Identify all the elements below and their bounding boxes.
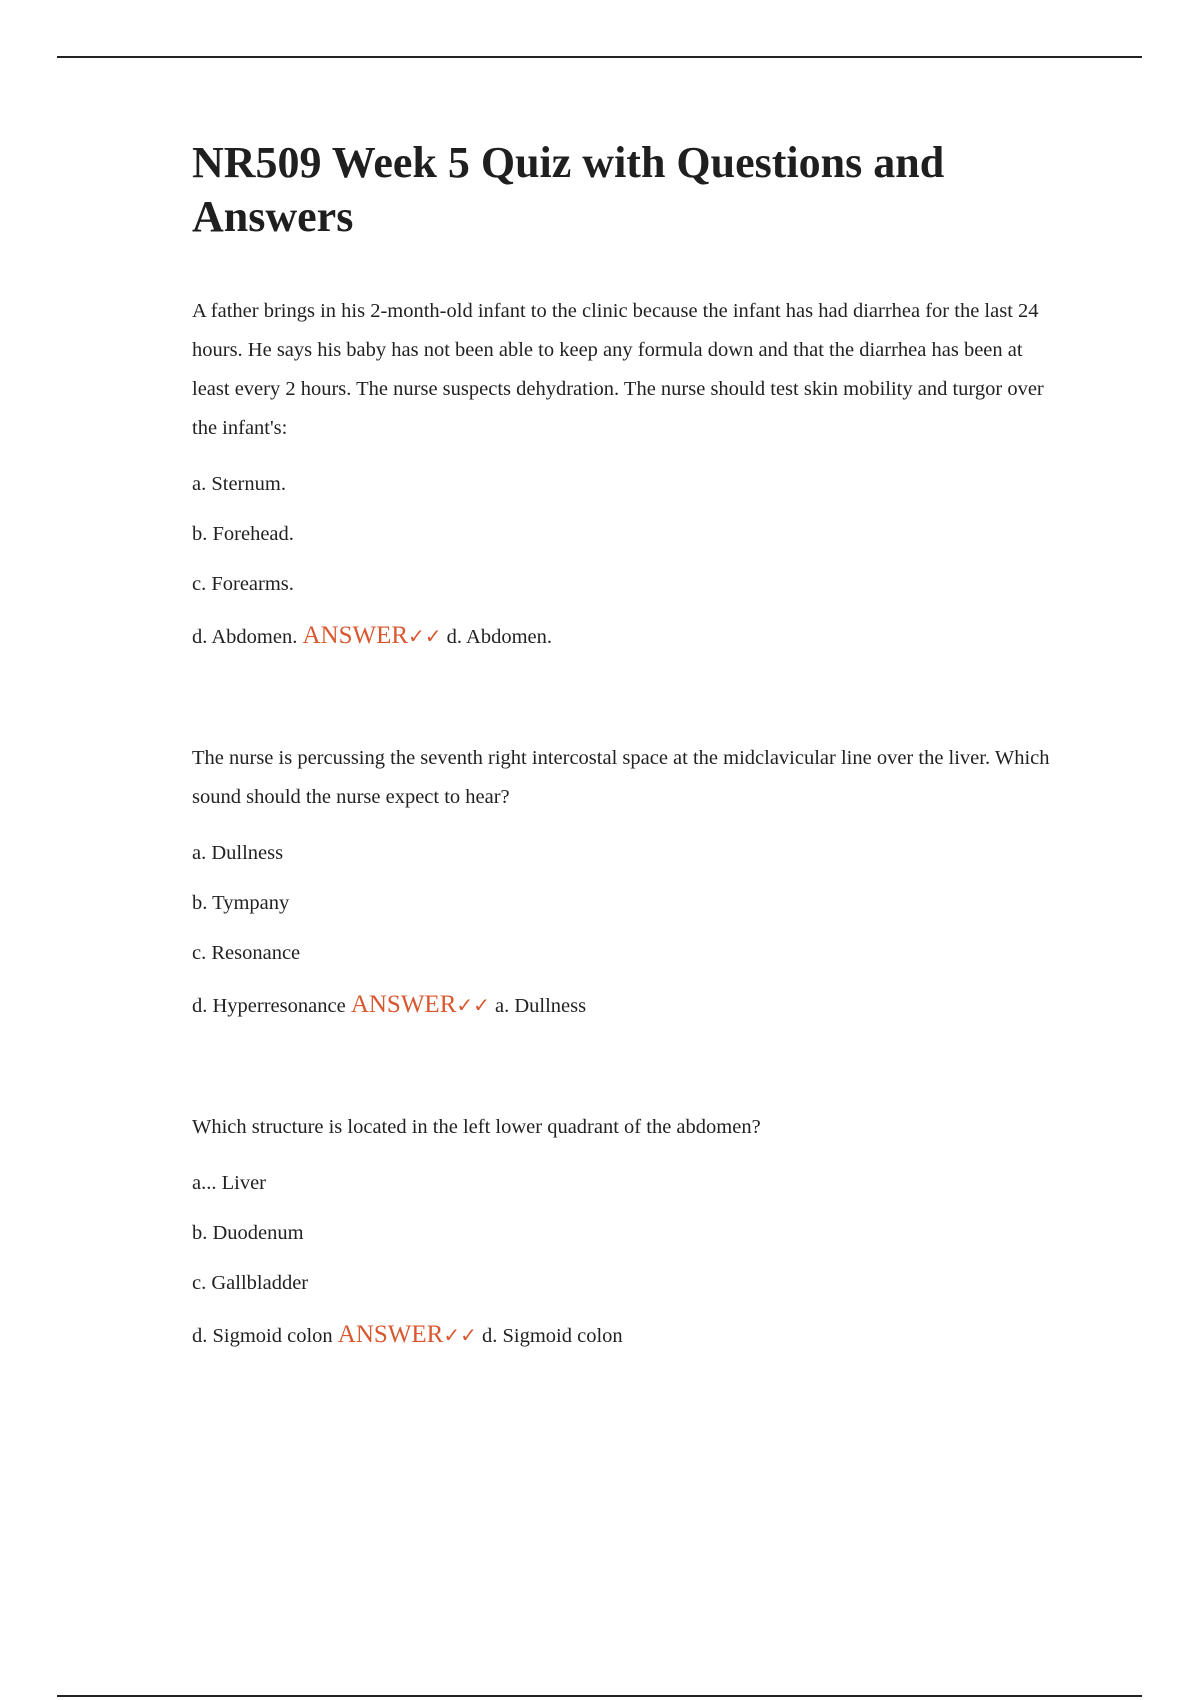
option-c: c. Gallbladder [192,1272,309,1294]
option-d: d. Abdomen. [192,626,298,648]
option-a: a. Sternum. [192,473,286,495]
question-block-3 [192,1108,1052,1350]
option-b: b. Forehead. [192,523,294,545]
answer-label: ANSWER [350,991,457,1018]
option-c: c. Resonance [192,942,301,964]
question-block-1 [192,292,1052,651]
check-icon: ✓✓ [443,1323,477,1347]
option-c: c. Forearms. [192,573,294,595]
question-block-2 [192,739,1052,1020]
option-d-with-answer [192,622,1052,651]
bottom-rule [57,1695,1142,1697]
answer-value: d. Sigmoid colon [482,1325,623,1347]
answer-label: ANSWER [302,622,409,649]
option-a: a. Dullness [192,842,284,864]
option-d: d. Sigmoid colon [192,1325,333,1347]
question-text: A father brings in his 2-month-old infant to the clinic because the infant has had diarrhea for the last 24 hours. He says his baby has not been able to keep any formula down and that the diarrhea has been at least every 2 hours. The nurse suspects dehydration. The nurse should test skin mobility and turgor over the infant's: [192,300,1044,439]
question-text: The nurse is percussing the seventh right intercostal space at the midclavicular line over the liver. Which sound should the nurse expect to hear? [192,747,1050,808]
check-icon: ✓✓ [456,993,490,1017]
answer-value: a. Dullness [495,995,587,1017]
option-b: b. Tympany [192,892,290,914]
option-d-with-answer [192,1321,1052,1350]
option-d: d. Hyperresonance [192,995,346,1017]
option-a: a... Liver [192,1172,266,1194]
option-b: b. Duodenum [192,1222,304,1244]
document-title: NR509 Week 5 Quiz with Questions and Answers [192,138,945,241]
option-d-with-answer [192,991,1052,1020]
check-icon: ✓✓ [408,624,442,648]
answer-value: d. Abdomen. [446,626,553,648]
question-text: Which structure is located in the left lower quadrant of the abdomen? [192,1116,761,1138]
answer-label: ANSWER [337,1321,444,1348]
document-body [192,136,1052,1350]
top-rule [57,56,1142,58]
